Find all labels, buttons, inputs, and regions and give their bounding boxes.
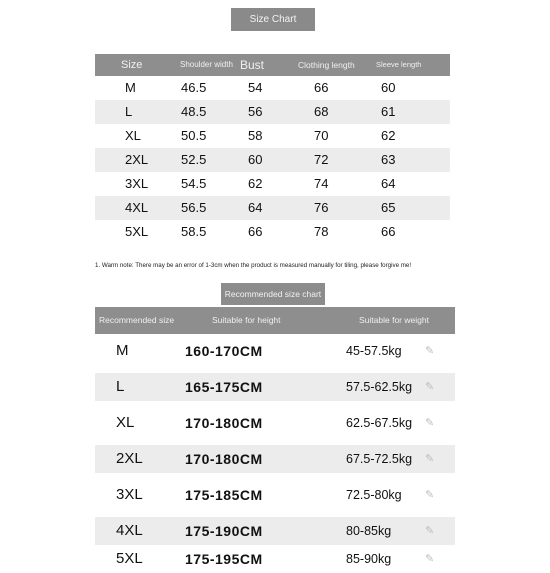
pencil-smudge-icon: ✎ [425, 489, 435, 501]
cell-size: 3XL [116, 486, 143, 503]
cell-height: 175-190CM [185, 523, 263, 539]
cell-sleeve: 65 [381, 200, 396, 215]
cell-bust: 58 [248, 128, 263, 143]
cell-shoulder: 46.5 [181, 80, 207, 95]
header-bust: Bust [240, 58, 265, 72]
cell-weight: 72.5-80kg [346, 488, 402, 502]
cell-size: 3XL [125, 176, 149, 191]
cell-length: 74 [314, 176, 329, 191]
cell-height: 170-180CM [185, 415, 263, 431]
cell-bust: 64 [248, 200, 263, 215]
cell-sleeve: 64 [381, 176, 396, 191]
cell-length: 70 [314, 128, 329, 143]
header-sleeve-length: Sleeve length [376, 60, 422, 69]
header-recommended-size: Recommended size [99, 315, 175, 325]
table-row [95, 409, 455, 437]
table-row [95, 172, 450, 196]
cell-size: XL [116, 414, 135, 431]
table-row [95, 517, 455, 545]
table-row [95, 76, 450, 100]
cell-weight: 45-57.5kg [346, 344, 402, 358]
cell-shoulder: 50.5 [181, 128, 207, 143]
header-suitable-height: Suitable for height [212, 315, 281, 325]
cell-height: 175-195CM [185, 551, 263, 567]
cell-size: L [116, 378, 125, 395]
cell-sleeve: 61 [381, 104, 396, 119]
cell-shoulder: 58.5 [181, 224, 207, 239]
cell-bust: 56 [248, 104, 263, 119]
pencil-smudge-icon: ✎ [425, 453, 435, 465]
cell-size: 5XL [116, 550, 143, 567]
header-shoulder-width: Shoulder width [180, 60, 233, 69]
cell-length: 68 [314, 104, 329, 119]
header-size: Size [121, 59, 143, 71]
cell-shoulder: 48.5 [181, 104, 207, 119]
table-row [95, 196, 450, 220]
cell-length: 66 [314, 80, 329, 95]
cell-size: 2XL [125, 152, 149, 167]
cell-bust: 60 [248, 152, 263, 167]
cell-length: 76 [314, 200, 329, 215]
cell-sleeve: 62 [381, 128, 396, 143]
table-row [95, 445, 455, 473]
size-chart-header [95, 54, 450, 76]
recommended-size-chart-title: Recommended size chart [221, 283, 325, 305]
pencil-smudge-icon: ✎ [425, 345, 435, 357]
table-row [95, 100, 450, 124]
cell-shoulder: 52.5 [181, 152, 207, 167]
table-row [95, 220, 450, 244]
cell-size: M [116, 342, 129, 359]
header-suitable-weight: Suitable for weight [359, 315, 429, 325]
cell-weight: 80-85kg [346, 524, 392, 538]
cell-weight: 62.5-67.5kg [346, 416, 413, 430]
recommended-size-table [95, 307, 455, 573]
cell-height: 160-170CM [185, 343, 263, 359]
cell-shoulder: 56.5 [181, 200, 207, 215]
cell-sleeve: 66 [381, 224, 396, 239]
cell-length: 72 [314, 152, 329, 167]
table-row [95, 545, 455, 573]
cell-size: L [125, 104, 133, 119]
cell-size: XL [125, 128, 141, 143]
cell-weight: 57.5-62.5kg [346, 380, 413, 394]
table-row [95, 481, 455, 509]
cell-size: M [125, 80, 136, 95]
header-clothing-length: Clothing length [298, 60, 355, 70]
cell-weight: 67.5-72.5kg [346, 452, 413, 466]
cell-weight: 85-90kg [346, 552, 392, 566]
cell-height: 175-185CM [185, 487, 263, 503]
size-chart-table [95, 54, 450, 244]
pencil-smudge-icon: ✎ [425, 417, 435, 429]
table-row [95, 337, 455, 365]
table-row [95, 148, 450, 172]
cell-size: 2XL [116, 450, 143, 467]
cell-height: 170-180CM [185, 451, 263, 467]
cell-sleeve: 60 [381, 80, 396, 95]
pencil-smudge-icon: ✎ [425, 553, 435, 565]
table-row [95, 373, 455, 401]
warm-note: 1. Warm note: There may be an error of 1-3cm when the product is measured manually for tiling, please forgive me! [95, 262, 412, 269]
cell-bust: 66 [248, 224, 263, 239]
cell-size: 5XL [125, 224, 149, 239]
pencil-smudge-icon: ✎ [425, 525, 435, 537]
cell-length: 78 [314, 224, 329, 239]
size-chart-title: Size Chart [231, 8, 315, 31]
cell-height: 165-175CM [185, 379, 263, 395]
cell-shoulder: 54.5 [181, 176, 207, 191]
cell-size: 4XL [125, 200, 149, 215]
recommended-header [95, 307, 455, 334]
cell-size: 4XL [116, 522, 143, 539]
table-row [95, 124, 450, 148]
cell-sleeve: 63 [381, 152, 396, 167]
cell-bust: 54 [248, 80, 263, 95]
cell-bust: 62 [248, 176, 263, 191]
pencil-smudge-icon: ✎ [425, 381, 435, 393]
